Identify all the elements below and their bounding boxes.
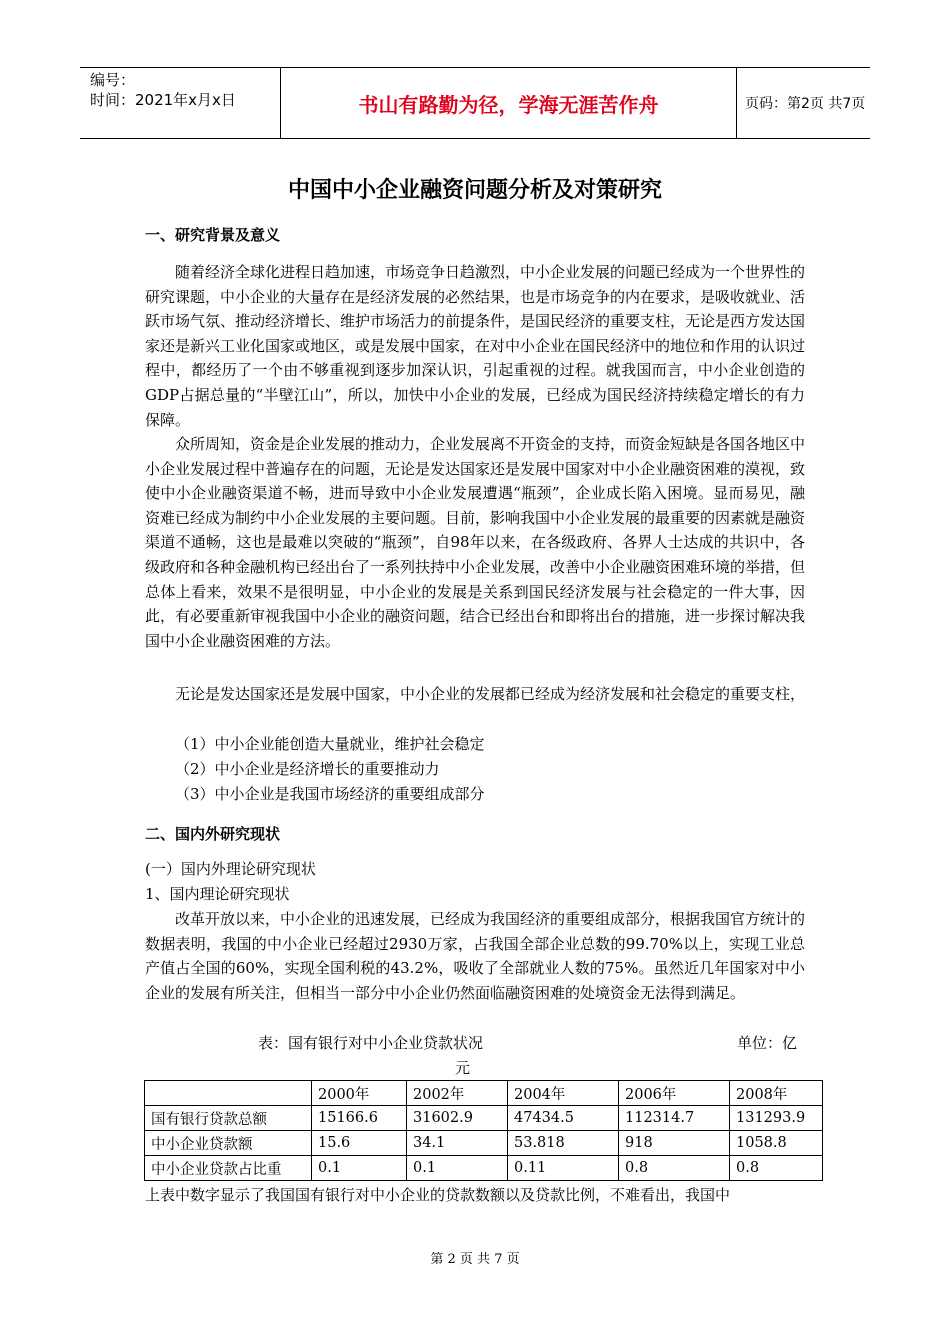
table-header-cell: 2006年 bbox=[619, 1081, 730, 1106]
table-cell: 15.6 bbox=[312, 1131, 407, 1156]
table-cell: 0.1 bbox=[407, 1156, 508, 1181]
table-cell: 131293.9 bbox=[730, 1106, 823, 1131]
loan-table bbox=[144, 1080, 823, 1181]
table-unit: 单位：亿 bbox=[737, 1034, 798, 1052]
document-title: 中国中小企业融资问题分析及对策研究 bbox=[287, 178, 662, 203]
table-header-cell: 2004年 bbox=[508, 1081, 619, 1106]
header-date: 时间：2021年x月x日 bbox=[90, 91, 236, 109]
page-header bbox=[80, 67, 870, 139]
table-cell: 918 bbox=[619, 1131, 730, 1156]
section1-paragraph-1: 随着经济全球化进程日趋加速，市场竞争日趋激烈，中小企业发展的问题已经成为一个世界性的研究课题，中小企业的大量存在是经济发展的必然结果，也是市场竞争的内在要求，是吸收就业、活跃市场气氛、推动经济增长、维护市场活力的前提条件，是国民经济的重要支柱，无论是西方发达国家还是新兴工业化国家或地区，或是发展中国家，在对中小企业在国民经济中的地位和作用的认识过程中，都经历了一个由不够重视到逐步加深认识，引起重视的过程。就我国而言，中小企业创造的GDP占据总量的“半壁江山”，所以，加快中小企业的发展，已经成为国民经济持续稳定增长的有力保障。 bbox=[145, 263, 806, 429]
table-cell: 53.818 bbox=[508, 1131, 619, 1156]
table-cell: 中小企业贷款占比重 bbox=[145, 1156, 312, 1181]
table-cell: 15166.6 bbox=[312, 1106, 407, 1131]
section2-heading: 二、国内外研究现状 bbox=[145, 825, 281, 843]
table-caption: 表：国有银行对中小企业贷款状况 bbox=[258, 1034, 484, 1052]
section1-paragraph-2: 众所周知，资金是企业发展的推动力，企业发展离不开资金的支持，而资金短缺是各国各地区中小企业发展过程中普遍存在的问题，无论是发达国家还是发展中国家对中小企业融资困难的漠视，致使中小企业融资渠道不畅，进而导致中小企业发展遭遇“瓶颈”，企业成长陷入困境。显而易见，融资难已经成为制约中小企业发展的主要问题。目前，影响我国中小企业发展的最重要的因素就是融资渠道不通畅，这也是最难以突破的“瓶颈”，自98年以来，在各级政府、各界人士达成的共识中，各级政府和各种金融机构已经出台了一系列扶持中小企业发展，改善中小企业融资困难环境的举措，但总体上看来，效果不是很明显，中小企业的发展是关系到国民经济发展与社会稳定的一件大事，因此，有必要重新审视我国中小企业的融资问题，结合已经出台和即将出台的措施，进一步探讨解决我国中小企业融资困难的方法。 bbox=[145, 435, 806, 650]
table-unit-continued: 元 bbox=[455, 1059, 471, 1077]
header-number: 编号： bbox=[90, 71, 136, 89]
table-row bbox=[145, 1156, 823, 1181]
header-motto: 书山有路勤为径，学海无涯苦作舟 bbox=[280, 68, 737, 138]
table-cell: 47434.5 bbox=[508, 1106, 619, 1131]
section1-heading: 一、研究背景及意义 bbox=[145, 226, 281, 244]
list-item: （1）中小企业能创造大量就业，维护社会稳定 bbox=[175, 735, 485, 753]
table-cell: 国有银行贷款总额 bbox=[145, 1106, 312, 1131]
header-page: 页码：第2页 共7页 bbox=[745, 96, 866, 112]
post-table-text: 上表中数字显示了我国国有银行对中小企业的贷款数额以及贷款比例，不难看出，我国中 bbox=[145, 1186, 731, 1204]
table-row bbox=[145, 1106, 823, 1131]
list-item: （3）中小企业是我国市场经济的重要组成部分 bbox=[175, 785, 485, 803]
subsection-heading: 1、国内理论研究现状 bbox=[145, 885, 290, 903]
page-footer: 第 2 页 共 7 页 bbox=[430, 1252, 520, 1267]
table-header-cell: 2002年 bbox=[407, 1081, 508, 1106]
table-header-cell: 2000年 bbox=[312, 1081, 407, 1106]
header-meta bbox=[90, 70, 280, 110]
table-header-cell bbox=[145, 1081, 312, 1106]
table-header-row bbox=[145, 1081, 823, 1106]
section1-paragraph-3: 无论是发达国家还是发展中国家，中小企业的发展都已经成为经济发展和社会稳定的重要支柱， bbox=[175, 685, 806, 703]
table-header-cell: 2008年 bbox=[730, 1081, 823, 1106]
table-cell: 34.1 bbox=[407, 1131, 508, 1156]
table-cell: 1058.8 bbox=[730, 1131, 823, 1156]
table-cell: 中小企业贷款额 bbox=[145, 1131, 312, 1156]
table-cell: 0.1 bbox=[312, 1156, 407, 1181]
subsection-heading: (一）国内外理论研究现状 bbox=[145, 860, 316, 878]
table-cell: 0.11 bbox=[508, 1156, 619, 1181]
table-cell: 31602.9 bbox=[407, 1106, 508, 1131]
table-cell: 0.8 bbox=[619, 1156, 730, 1181]
list-item: （2）中小企业是经济增长的重要推动力 bbox=[175, 760, 440, 778]
table-cell: 0.8 bbox=[730, 1156, 823, 1181]
table-row bbox=[145, 1131, 823, 1156]
table-cell: 112314.7 bbox=[619, 1106, 730, 1131]
section2-paragraph-1: 改革开放以来，中小企业的迅速发展，已经成为我国经济的重要组成部分，根据我国官方统计的数据表明，我国的中小企业已经超过2930万家，占我国全部企业总数的99.70%以上，实现工业总产值占全国的60%，实现全国利税的43.2%，吸收了全部就业人数的75%。虽然近几年国家对中小企业的发展有所关注，但相当一部分中小企业仍然面临融资困难的处境资金无法得到满足。 bbox=[145, 910, 806, 1002]
